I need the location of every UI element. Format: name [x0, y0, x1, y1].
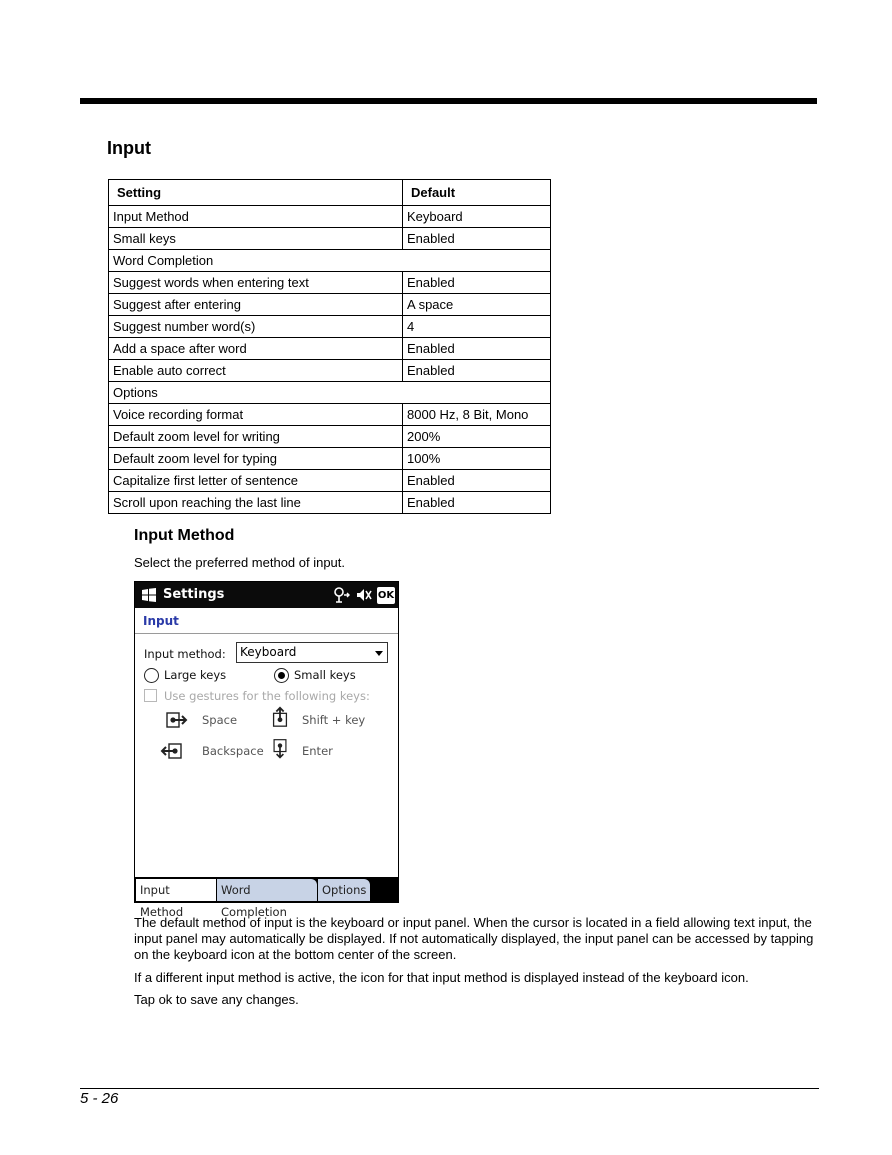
enter-gesture-label: Enter: [302, 744, 333, 758]
input-method-label: Input method:: [144, 647, 226, 661]
table-group-cell: Options: [109, 382, 551, 404]
paragraph-tap-ok: Tap ok to save any changes.: [134, 992, 299, 1007]
gestures-checkbox[interactable]: [144, 689, 157, 702]
default-cell: 100%: [403, 448, 551, 470]
table-row: [109, 360, 551, 382]
table-row: [109, 294, 551, 316]
table-row: [109, 470, 551, 492]
default-cell: Enabled: [403, 360, 551, 382]
shift-gesture-icon: [268, 706, 292, 728]
default-cell: 8000 Hz, 8 Bit, Mono: [403, 404, 551, 426]
title-bar-title: Settings: [163, 587, 225, 602]
paragraph-default-input: The default method of input is the keyboard or input panel. When the cursor is located in a field allowing text input, the input panel may automatically be displayed. If not automatically displayed, the input panel can be accessed by tapping on the keyboard icon at the bottom center of the screen.: [134, 915, 814, 962]
small-keys-radio[interactable]: [274, 668, 289, 683]
tab-options[interactable]: Options: [318, 879, 370, 901]
table-header-row: [109, 180, 551, 206]
table-row: [109, 338, 551, 360]
title-bar: [135, 582, 398, 608]
intro-text: Select the preferred method of input.: [134, 555, 346, 570]
default-cell: 200%: [403, 426, 551, 448]
ok-button[interactable]: OK: [377, 587, 395, 604]
tab-word-completion[interactable]: Word Completion: [217, 879, 317, 901]
backspace-gesture-icon: [159, 740, 183, 762]
top-rule: [80, 98, 817, 104]
space-gesture-icon: [165, 709, 189, 731]
table-row: [109, 448, 551, 470]
table-row: [109, 250, 551, 272]
settings-table: [108, 179, 551, 514]
table-row: [109, 426, 551, 448]
gestures-label: Use gestures for the following keys:: [164, 689, 370, 703]
table-row: [109, 272, 551, 294]
shift-gesture-label: Shift + key: [302, 713, 366, 727]
setting-cell: Suggest after entering: [109, 294, 403, 316]
default-cell: A space: [403, 294, 551, 316]
setting-cell: Suggest number word(s): [109, 316, 403, 338]
setting-cell: Capitalize first letter of sentence: [109, 470, 403, 492]
setting-cell: Small keys: [109, 228, 403, 250]
tab-bar: [135, 877, 398, 919]
enter-gesture-icon: [268, 738, 292, 760]
setting-cell: Enable auto correct: [109, 360, 403, 382]
table-row: [109, 206, 551, 228]
device-screenshot: [134, 581, 399, 919]
setting-cell: Add a space after word: [109, 338, 403, 360]
small-keys-label: Small keys: [294, 668, 356, 682]
default-cell: Enabled: [403, 492, 551, 514]
bottom-rule: [80, 1088, 819, 1089]
device-page-header: [135, 608, 398, 634]
table-row: [109, 404, 551, 426]
default-cell: Enabled: [403, 470, 551, 492]
table-body: [109, 206, 551, 514]
dropdown-arrow-icon: [375, 651, 383, 656]
device-page-title: Input: [143, 614, 179, 628]
default-cell: Enabled: [403, 272, 551, 294]
table-row: [109, 492, 551, 514]
large-keys-label: Large keys: [164, 668, 227, 682]
space-gesture-label: Space: [202, 713, 238, 727]
header-setting: Setting: [109, 180, 403, 206]
tab-input-method[interactable]: Input Method: [136, 879, 216, 901]
setting-cell: Scroll upon reaching the last line: [109, 492, 403, 514]
large-keys-radio[interactable]: [144, 668, 159, 683]
table-row: [109, 228, 551, 250]
backspace-gesture-label: Backspace: [202, 744, 264, 758]
default-cell: 4: [403, 316, 551, 338]
table-row: [109, 316, 551, 338]
input-method-value: Keyboard: [240, 645, 297, 659]
setting-cell: Default zoom level for writing: [109, 426, 403, 448]
header-default: Default: [403, 180, 551, 206]
speaker-muted-icon[interactable]: [355, 586, 373, 604]
setting-cell: Voice recording format: [109, 404, 403, 426]
subsection-title: Input Method: [134, 527, 235, 544]
paragraph-different-input: If a different input method is active, the icon for that input method is displayed instead of the keyboard icon.: [134, 970, 749, 985]
default-cell: Keyboard: [403, 206, 551, 228]
default-cell: Enabled: [403, 228, 551, 250]
default-cell: Enabled: [403, 338, 551, 360]
setting-cell: Suggest words when entering text: [109, 272, 403, 294]
table-group-cell: Word Completion: [109, 250, 551, 272]
page-number: 5 - 26: [80, 1090, 119, 1107]
connectivity-icon[interactable]: [333, 586, 351, 604]
section-title: Input: [107, 138, 151, 158]
input-method-select[interactable]: [236, 642, 388, 663]
setting-cell: Default zoom level for typing: [109, 448, 403, 470]
setting-cell: Input Method: [109, 206, 403, 228]
windows-flag-icon[interactable]: [141, 587, 157, 603]
table-row: [109, 382, 551, 404]
